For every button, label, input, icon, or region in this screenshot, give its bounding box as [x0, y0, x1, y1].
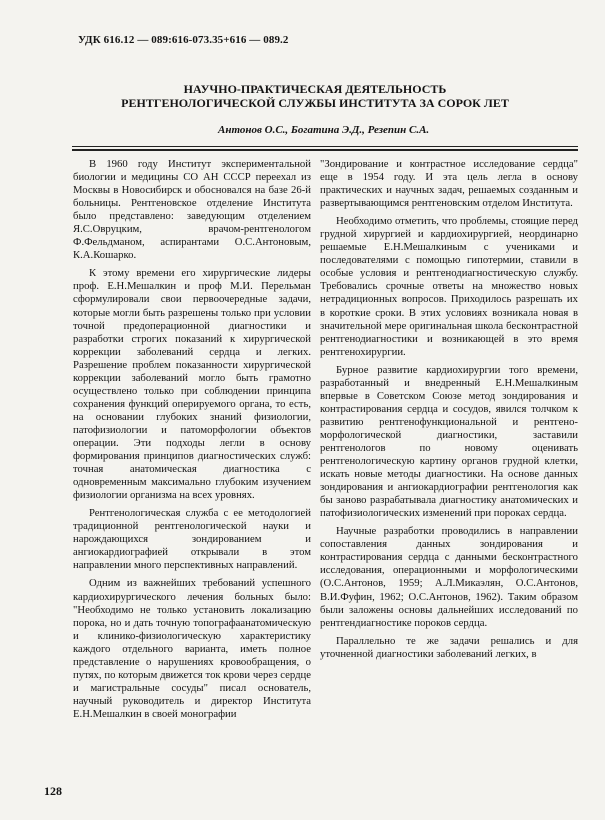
paragraph-continuation: "Зондирование и контрастное исследование сердца" еще в 1954 году. И эта цель легла в основу практических и научных задач, решаемых созданным и развертывающимся рентгеновским отделом Института. [320, 158, 578, 210]
paragraph: Параллельно те же задачи решались и для уточненной диагностики заболеваний легких, в [320, 634, 578, 660]
paragraph: Рентгенологическая служба с ее методологией традиционной рентгенологической науки и нарождающихся зондированием и ангиокардиографией открывали в этом направлении много перспективных направлений. [73, 507, 311, 572]
left-column [73, 158, 311, 721]
paragraph: К этому времени его хирургические лидеры проф. Е.Н.Мешалкин и проф М.И. Перельман сформулировали свои первоочередные задачи, которые могли быть разрешены только при условии точной предоперационной диагностики и разработки строгих показаний к хирургической коррекции заболеваний сердца и легких. Разрешение проблем показанности хирургической коррекции заболеваний могло быть грамотно осуществлено только при соблюдении принципа сохранения функций оперируемого органа, то есть, на основании глубоких знаний физиологии, патофизиологии и патоморфологии объектов операции. Эти подходы легли в основу формирования принципов диагностических служб: точная анатомическая диагностика с одновременным максимально глубоким изучением физиологии организма на всех уровнях. [73, 267, 311, 502]
udc-code: УДК 616.12 — 089:616-073.35+616 — 089.2 [78, 34, 289, 46]
header-divider-thick [72, 149, 578, 151]
paragraph: Необходимо отметить, что проблемы, стоящие перед грудной хирургией и кардиохирургией, неординарно решаемые Е.Н.Мешалкиным с учениками и последователями с помощью гипотермии, ставили в особые условия и рентгенодиагностическую службу. Требовались срочные ответы на множество новых нетрадиционных вопросов. Приходилось разрешать их в короткие сроки. В этих условиях возникала новая в значительной мере оригинальная школа бесконтрастной рентгенодиагностики и возникающей в это время рентгенохирургии. [320, 215, 578, 358]
paragraph: Бурное развитие кардиохирургии того времени, разработанный и внедренный Е.Н.Мешалкиным впервые в Советском Союзе метод зондирования и контрастирования сердца и сосудов, явился толчком к развитию рентгенофункциональной и рентгено-морфологической диагностики, заставили рентгенологов по новому оценивать рентгенологическую картину органов грудной клетки, искать новые методы диагностики. На основе данных зондирования и ангиокардиографии рентгенология как бы заново разрабатывала диагностику анатомических и патофизиологических изменений при пороках сердца. [320, 363, 578, 520]
paragraph: Одним из важнейших требований успешного кардиохирургического лечения больных было: "Необходимо не только установить локализацию порока, но и дать точную топографаанатомическую и клинико-физиологическую характеристику каждого отдельного варианта, иметь полное представление о нарушениях кровообращения, о путях, по которым движется ток крови через сердце и магистральные сосуды" писал основатель, научный руководитель и директор Института Е.Н.Мешалкин в своей монографии [73, 577, 311, 720]
article-title-line-2: РЕНТГЕНОЛОГИЧЕСКОЙ СЛУЖБЫ ИНСТИТУТА ЗА СОРОК ЛЕТ [121, 96, 509, 110]
page-number: 128 [44, 784, 62, 798]
article-authors: Антонов О.С., Богатина Э.Д., Резепин С.А. [218, 124, 430, 136]
article-title-line-1: НАУЧНО-ПРАКТИЧЕСКАЯ ДЕЯТЕЛЬНОСТЬ [183, 82, 447, 96]
paragraph: Научные разработки проводились в направлении сопоставления данных зондирования и контрастирования сердца с данными бесконтрастного исследования, операционными и морфологическими (О.С.Антонов, 1959; А.Л.Микаэлян, О.С.Антонов, В.И.Фуфин, 1962; О.С.Антонов, 1962). Таким образом были заложены основы дальнейших исследований по рентгендиагностике пороков сердца. [320, 525, 578, 629]
right-column [320, 158, 578, 661]
paragraph: В 1960 году Институт экспериментальной биологии и медицины СО АН СССР переехал из Москвы в Новосибирск и обосновался на базе 26-й больницы. Рентгеновское отделение Института было представлено: заведующим отделением Я.С.Овруцким, врачом-рентгенологом Ф.Фельдманом, аспирантами О.С.Антоновым, К.А.Кошарко. [73, 158, 311, 262]
header-divider [72, 146, 578, 147]
